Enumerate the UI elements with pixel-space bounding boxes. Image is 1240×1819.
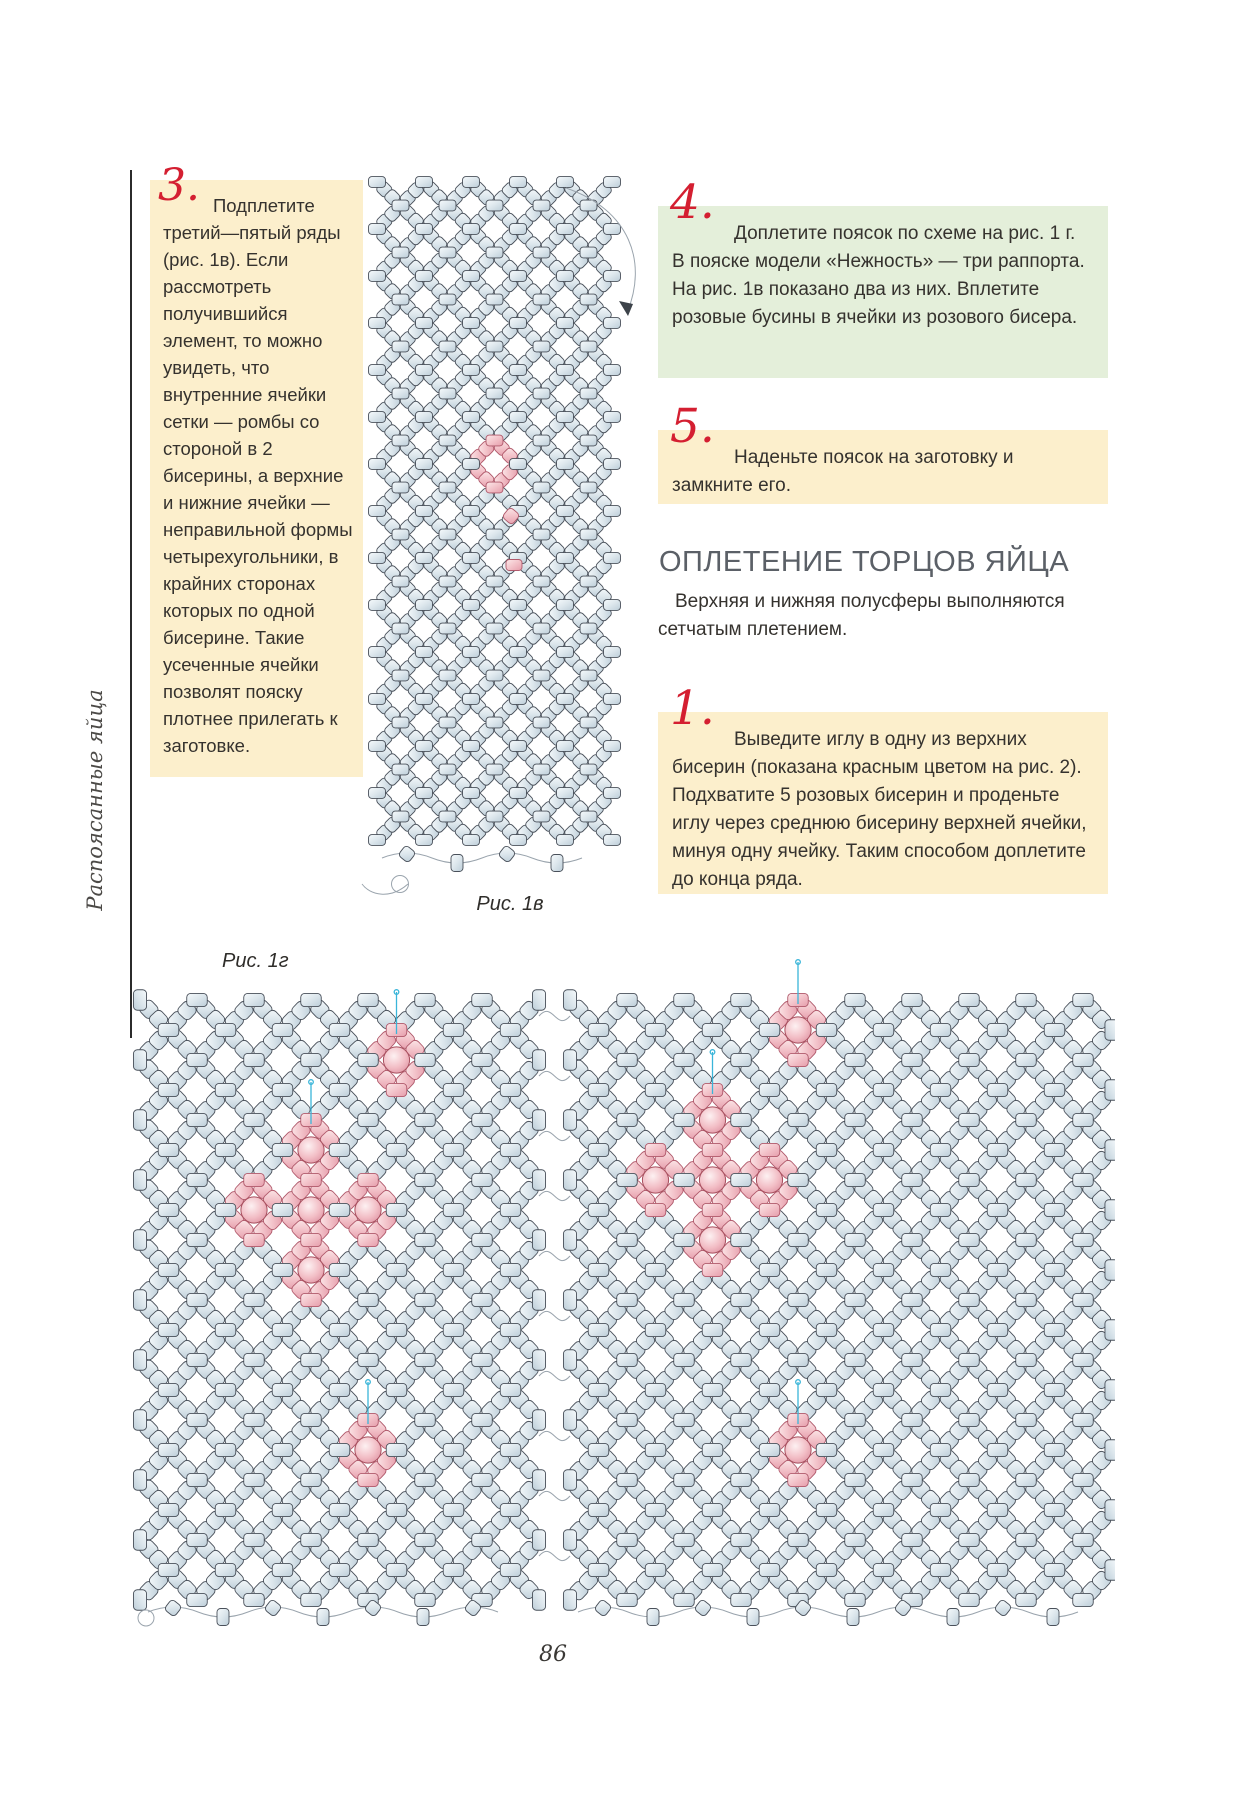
step-4-block [658, 175, 1108, 378]
step-3-text: Подплетите третий—пятый ряды (рис. 1в). Если рассмотреть получившийся элемент, то можно увидеть, что внутренние ячейки сетки — ромбы со стороной в 2 бисерины, а верхние и нижние ячейки — неправильной формы четырехугольники, в крайних сторонах которых по одной бисерине. Такие усеченные ячейки позволят пояску плотнее прилегать к заготовке. [163, 195, 353, 756]
step-5-number: 5. [670, 399, 715, 454]
step-5-block [658, 399, 1108, 504]
fig-1g-diagram [125, 940, 1115, 1660]
step-4-text: Доплетите поясок по схеме на рис. 1 г. В пояске модели «Нежность» — три раппорта. На рис. 1в показано два из них. Вплетите розовые бусины в ячейки из розового бисера. [672, 223, 1085, 328]
page-number: 86 [539, 1642, 567, 1667]
step-1-text: Выведите иглу в одну из верхних бисерин (показана красным цветом на рис. 2). Подхватите 5 розовых бисерин и проденьте иглу через среднюю бисерину верхней ячейки, минуя одну ячейку. Таким способом доплетите до конца ряда. [672, 729, 1087, 890]
fig-1v-diagram [355, 160, 650, 930]
fig-1g-caption: Рис. 1г [222, 950, 289, 972]
section-heading: ОПЛЕТЕНИЕ ТОРЦОВ ЯЙЦА [659, 546, 1070, 578]
step-1-number: 1. [670, 681, 715, 736]
step-1-block [658, 681, 1108, 894]
section-intro: Верхняя и нижняя полусферы выполняются сетчатым плетением. [658, 591, 1065, 640]
step-4-number: 4. [670, 175, 715, 230]
sidebar-title: Распоясанные яйца [83, 689, 107, 911]
step-3-number: 3. [158, 160, 200, 211]
step-5-text: Наденьте поясок на заготовку и замкните его. [672, 447, 1014, 496]
fig-1v-caption: Рис. 1в [476, 893, 544, 915]
sidebar-rule [130, 170, 132, 1038]
step-3-block [150, 160, 363, 777]
